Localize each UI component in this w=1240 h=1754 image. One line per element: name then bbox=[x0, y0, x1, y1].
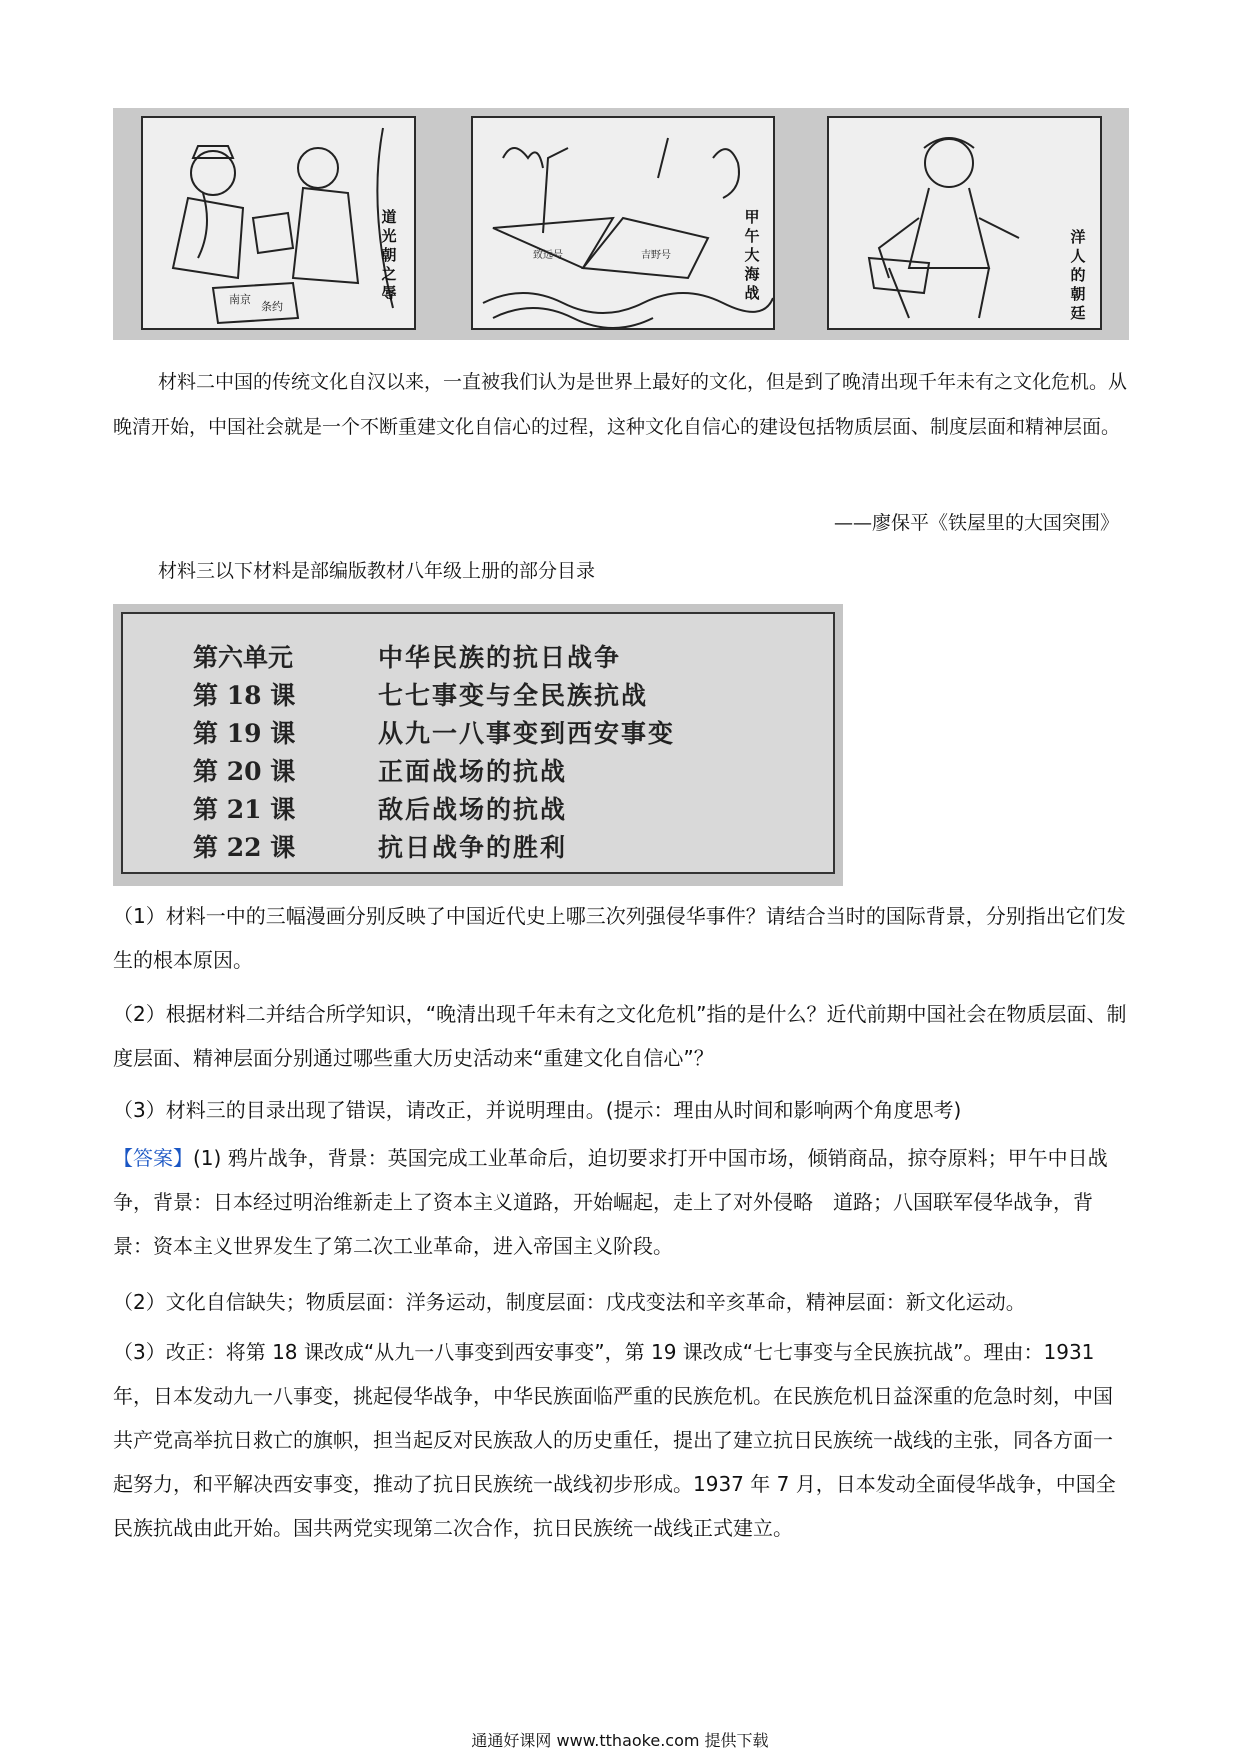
toc-title: 敌后战场的抗战 bbox=[378, 795, 568, 824]
toc-title: 中华民族的抗日战争 bbox=[378, 643, 622, 672]
question-3: （3）材料三的目录出现了错误，请改正，并说明理由。(提示：理由从时间和影响两个角度思考) bbox=[113, 1098, 962, 1122]
toc-number: 第 18 课 bbox=[193, 681, 296, 710]
material-3-intro: 材料三以下材料是部编版教材八年级上册的部分目录 bbox=[158, 560, 596, 582]
cartoon-drawing-3 bbox=[829, 118, 1100, 328]
toc-number: 第 20 课 bbox=[193, 757, 296, 786]
cartoon-label-nanjing: 南京 bbox=[229, 293, 251, 306]
toc-number: 第 22 课 bbox=[193, 833, 296, 862]
page-footer: 通通好课网 www.tthaoke.com 提供下载 bbox=[471, 1731, 769, 1750]
cartoon-caption-3: 洋人的朝廷 bbox=[1070, 228, 1086, 322]
answer-1-text: (1) 鸦片战争，背景：英国完成工业革命后，迫切要求打开中国市场，倾销商品，掠夺原料；甲午中日战争，背景：日本经过明治维新走上了资本主义道路，开始崛起，走上了对外侵略 道路；八国联军侵华战争，背景：资本主义世界发生了第二次工业革命，进入帝国主义阶段。 bbox=[113, 1146, 1108, 1258]
toc-title: 从九一八事变到西安事变 bbox=[378, 719, 676, 748]
material-2-source: ——廖保平《铁屋里的大国突围》 bbox=[833, 512, 1119, 534]
toc-title: 正面战场的抗战 bbox=[378, 757, 568, 786]
material-2-text: 材料二中国的传统文化自汉以来，一直被我们认为是世界上最好的文化，但是到了晚清出现千年未有之文化危机。从晚清开始，中国社会就是一个不断重建文化自信心的过程，这种文化自信心的建设包括物质层面、制度层面和精神层面。 bbox=[113, 371, 1128, 438]
answer-tag: 【答案】 bbox=[113, 1146, 193, 1170]
question-1: （1）材料一中的三幅漫画分别反映了中国近代史上哪三次列强侵华事件？请结合当时的国际背景，分别指出它们发生的根本原因。 bbox=[113, 904, 1126, 972]
toc-title: 抗日战争的胜利 bbox=[378, 833, 568, 862]
cartoon-strip bbox=[113, 108, 1129, 340]
question-2: （2）根据材料二并结合所学知识，“晚清出现千年未有之文化危机”指的是什么？近代前期中国社会在物质层面、制度层面、精神层面分别通过哪些重大历史活动来“重建文化自信心”？ bbox=[113, 1002, 1127, 1070]
cartoon-panel-2 bbox=[471, 116, 775, 330]
cartoon-caption-1: 道光朝之辱 bbox=[381, 208, 397, 302]
toc-number: 第六单元 bbox=[193, 643, 294, 672]
answer-2: （2）文化自信缺失；物质层面：洋务运动，制度层面：戊戌变法和辛亥革命，精神层面：新文化运动。 bbox=[113, 1290, 1026, 1314]
answer-1 bbox=[113, 1136, 1129, 1268]
cartoon-label-zhiyuan: 致远号 bbox=[533, 250, 563, 261]
cartoon-panel-3 bbox=[827, 116, 1102, 330]
toc-title: 七七事变与全民族抗战 bbox=[378, 681, 649, 710]
cartoon-caption-2: 甲午大海战 bbox=[744, 208, 760, 302]
cartoon-label-yoshino: 吉野号 bbox=[641, 250, 671, 261]
answer-3: （3）改正：将第 18 课改成“从九一八事变到西安事变”，第 19 课改成“七七事变与全民族抗战”。理由：1931 年，日本发动九一八事变，挑起侵华战争，中华民族面临严重的民族危机。在民族危机日益深重的危急时刻，中国共产党高举抗日救亡的旗帜，担当起反对民族敌人的历史重任，提出了建立抗日民族统一战线的主张，同各方面一起努力，和平解决西安事变，推动了抗日民族统一战线初步形成。1937 年 7 月，日本发动全面侵华战争，中国全民族抗战由此开始。国共两党实现第二次合作，抗日民族统一战线正式建立。 bbox=[113, 1340, 1116, 1540]
toc-number: 第 21 课 bbox=[193, 795, 296, 824]
cartoon-panel-1 bbox=[141, 116, 416, 330]
toc-frame bbox=[121, 612, 835, 874]
cartoon-drawing-2 bbox=[473, 118, 773, 328]
cartoon-label-treaty: 条约 bbox=[261, 300, 283, 313]
textbook-toc-image bbox=[113, 604, 843, 886]
toc-number: 第 19 课 bbox=[193, 719, 296, 748]
cartoon-drawing-1 bbox=[143, 118, 414, 328]
